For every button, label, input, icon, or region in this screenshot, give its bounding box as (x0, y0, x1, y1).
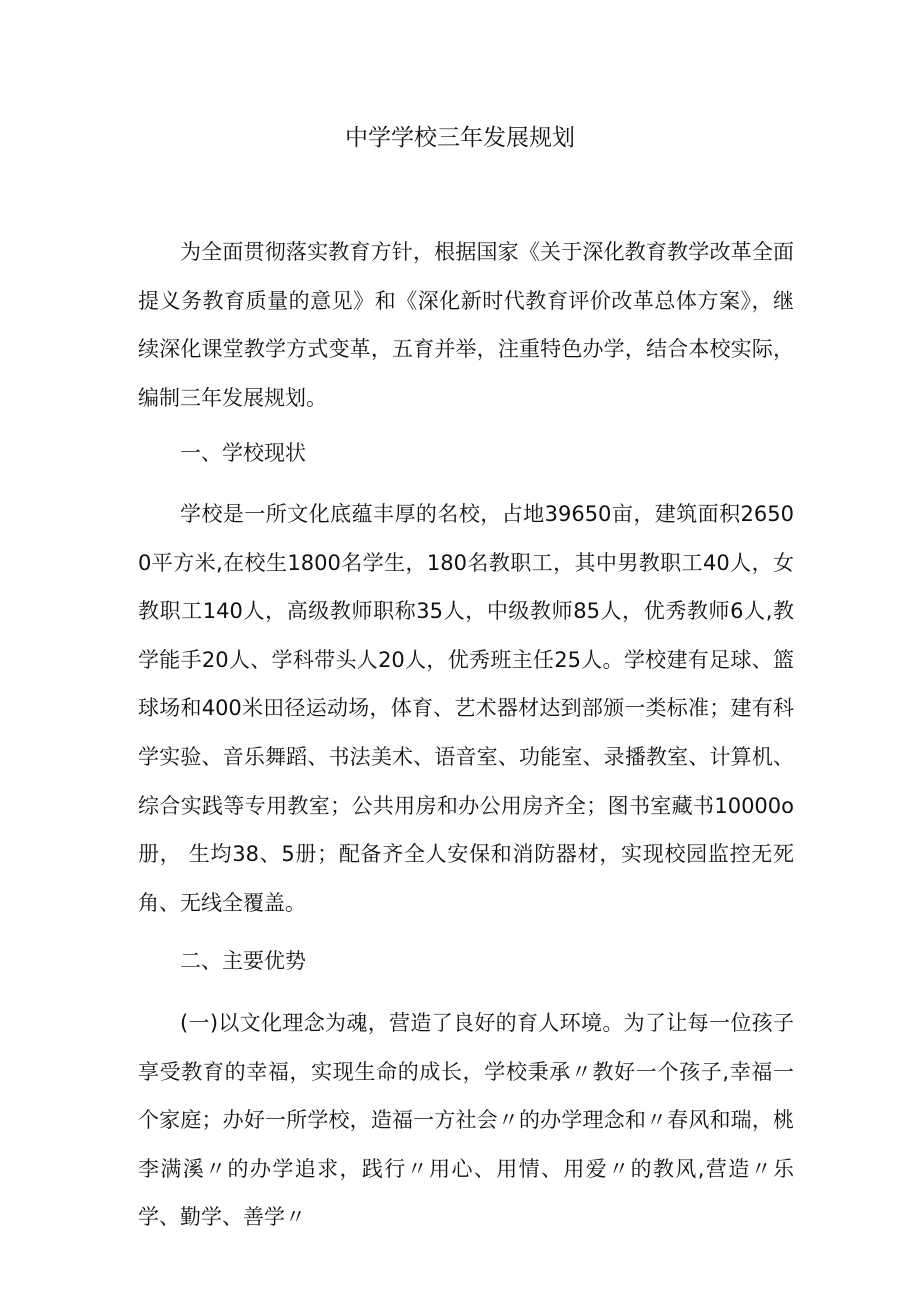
intro-paragraph: 为全面贯彻落实教育方针，根据国家《关于深化教育教学改革全面提义务教育质量的意见》和《深化新时代教育评价改革总体方案》，继续深化课堂教学方式变革，五育并举，注重特色办学，结合本校实际，编制三年发展规划。 (138, 240, 794, 410)
section-heading-advantages: 二、主要优势 (180, 949, 306, 973)
status-paragraph: 学校是一所文化底蕴丰厚的名校，占地39650亩，建筑面积26500平方米,在校生1800名学生，180名教职工，其中男教职工40人，女教职工140人，高级教师职称35人，中级教师85人，优秀教师6人,教学能手20人、学科带头人20人，优秀班主任25人。学校建有足球、篮球场和400米田径运动场，体育、艺术器材达到部颁一类标准；建有科学实验、音乐舞蹈、书法美术、语音室、功能室、录播教室、计算机、综合实践等专用教室；公共用房和办公用房齐全；图书室藏书10000o册， 生均38、5册；配备齐全人安保和消防器材，实现校园监控无死角、无线全覆盖。 (138, 502, 794, 915)
document-title: 中学学校三年发展规划 (345, 125, 575, 151)
section-heading-status: 一、学校现状 (180, 441, 306, 465)
advantages-paragraph: (一)以文化理念为魂，营造了良好的育人环境。为了让每一位孩子享受教育的幸福，实现生命的成长，学校秉承〃教好一个孩子,幸福一个家庭；办好一所学校，造福一方社会〃的办学理念和〃春风和瑞，桃李满溪〃的办学追求，践行〃用心、用情、用爱〃的教风,营造〃乐学、勤学、善学〃 (138, 1011, 794, 1230)
